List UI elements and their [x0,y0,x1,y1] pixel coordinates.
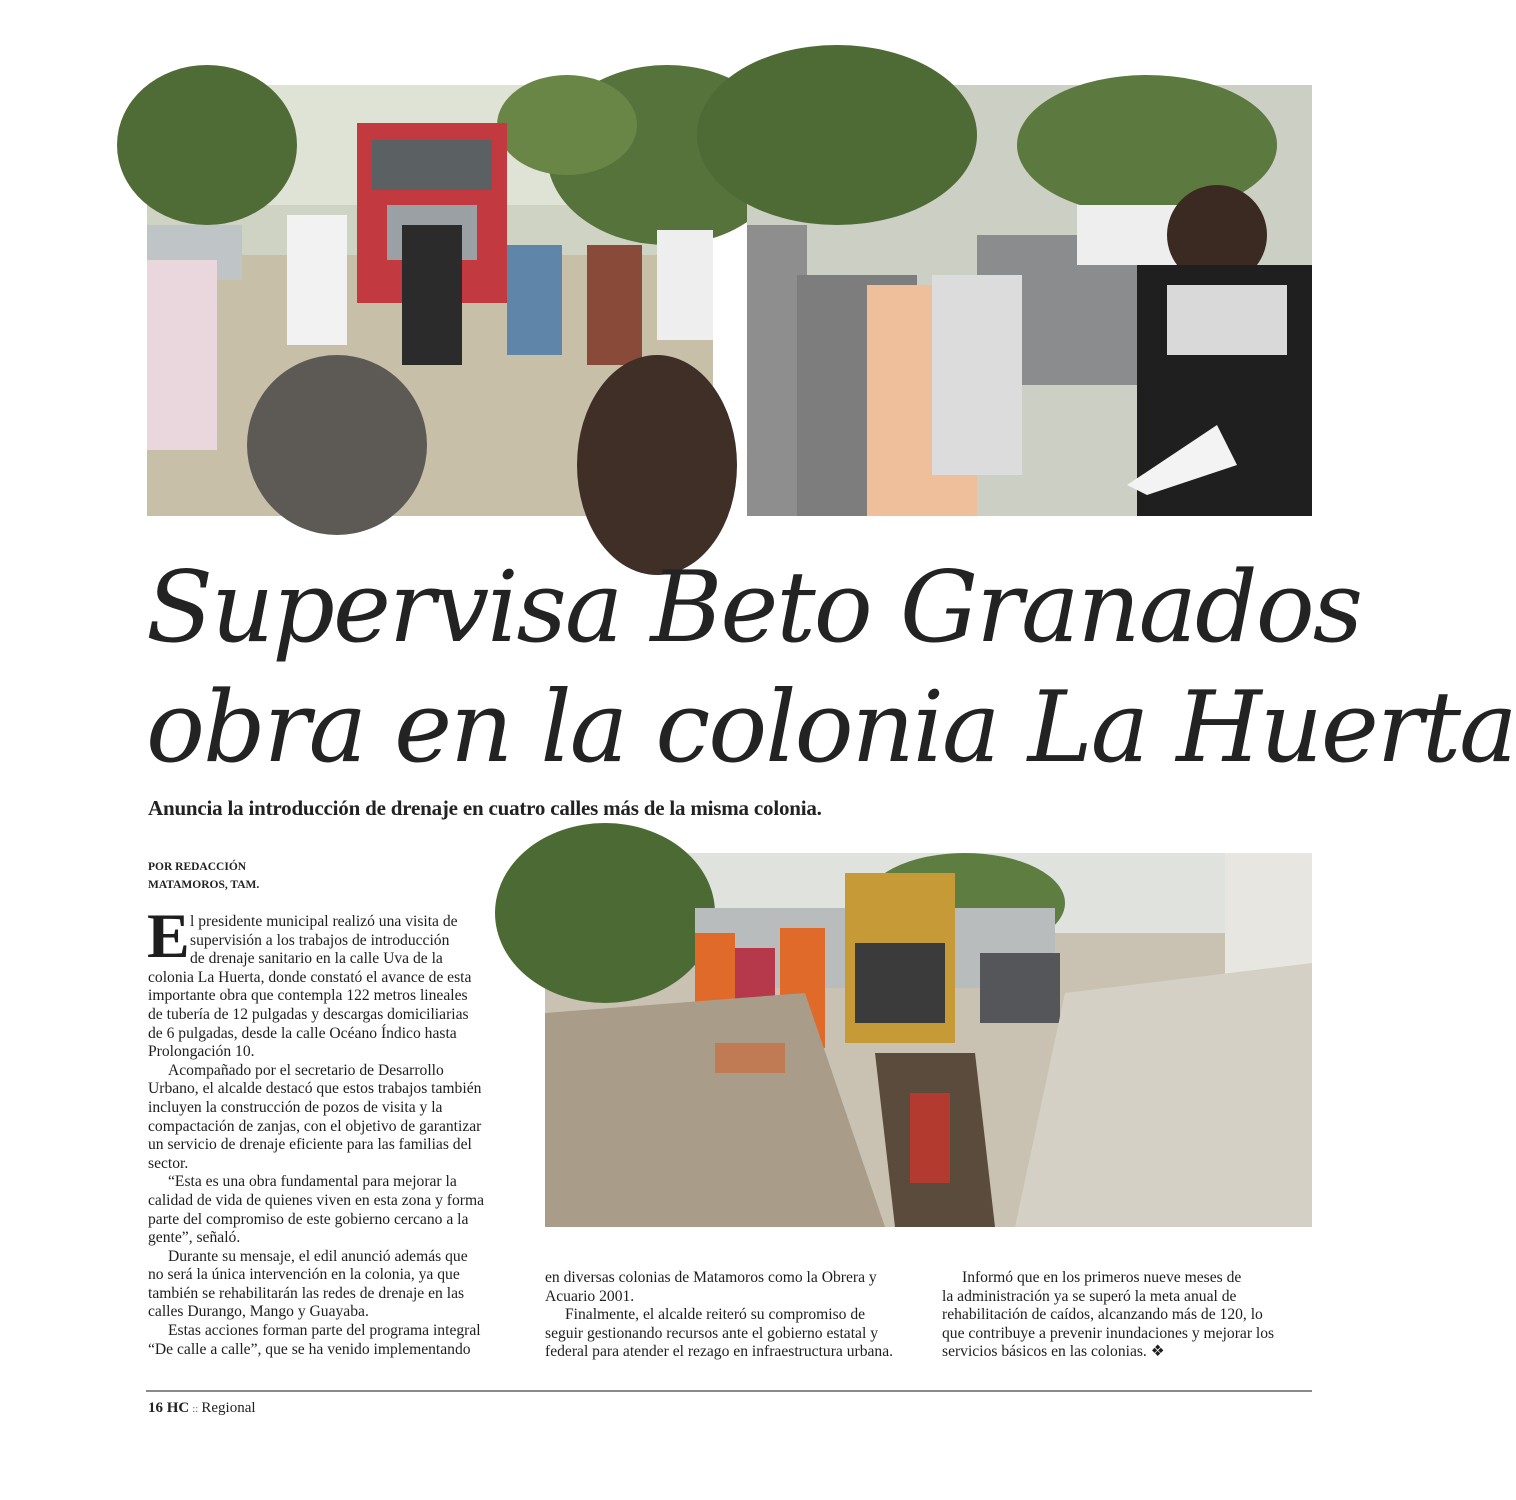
body-line: servicios básicos en las colonias. ❖ [942,1343,1165,1361]
byline-dateline: MATAMOROS, TAM. [148,879,260,891]
publication-name: HC [166,1400,190,1416]
subheadline: Anuncia la introducción de drenaje en cuatro calles más de la misma colonia. [148,796,822,820]
body-line: Durante su mensaje, el edil anunció además que [168,1247,468,1265]
body-line: compactación de zanjas, con el objetivo de garantizar [148,1117,482,1135]
body-line: calidad de vida de quienes viven en esta zona y forma [148,1191,484,1209]
body-line: que contribuye a prevenir inundaciones y mejorar los [942,1324,1275,1342]
body-column-3 [942,1269,1274,1362]
body-line: Prolongación 10. [148,1043,255,1061]
body-line: Urbano, el alcalde destacó que estos trabajos también [148,1080,482,1098]
body-line: importante obra que contempla 122 metros lineales [148,987,468,1005]
body-line: calles Durango, Mango y Guayaba. [148,1303,369,1321]
photo-excavation [545,853,1312,1227]
body-line: federal para atender el rezago en infraestructura urbana. [545,1343,894,1361]
photo-handshake [747,85,1312,516]
body-line: en diversas colonias de Matamoros como la Obrera y [545,1269,877,1286]
body-line: “Esta es una obra fundamental para mejorar la [168,1173,457,1191]
body-line: gente”, señaló. [148,1229,241,1247]
headline-line-2: obra en la colonia La Huerta [146,671,1516,785]
body-line: sector. [148,1154,189,1172]
section-name: Regional [201,1400,256,1416]
body-line: seguir gestionando recursos ante el gobierno estatal y [545,1324,878,1342]
page-number: 16 [148,1400,163,1416]
footer-separator: :: [192,1403,199,1415]
body-line: Acuario 2001. [545,1287,635,1305]
photo-street-truck [147,85,713,516]
body-line: también se rehabilitarán las redes de drenaje en las [148,1284,465,1302]
body-line: un servicio de drenaje eficiente para las familias del [148,1136,472,1154]
body-column-2 [545,1269,893,1362]
headline [146,548,1516,788]
byline [148,858,259,894]
body-line: Finalmente, el alcalde reiteró su compromiso de [565,1306,866,1324]
drop-cap: E [147,900,190,971]
body-line: no será la única intervención en la colonia, ya que [148,1266,460,1284]
body-line: colonia La Huerta, donde constató el avance de esta [148,968,472,986]
body-line: Informó que en los primeros nueve meses de [962,1269,1242,1286]
page-footer [148,1400,256,1417]
body-line: de 6 pulgadas, desde la calle Océano Índico hasta [148,1024,457,1042]
body-line: incluyen la construcción de pozos de visita y la [148,1098,443,1116]
body-line: la administración ya se superó la meta anual de [942,1287,1237,1305]
body-line: “De calle a calle”, que se ha venido implementando [148,1340,471,1358]
headline-line-1: Supervisa Beto Granados [146,551,1362,665]
footer-rule [146,1390,1312,1392]
body-line: parte del compromiso de este gobierno cercano a la [148,1210,469,1228]
body-line: de tubería de 12 pulgadas y descargas domiciliarias [148,1005,469,1023]
body-line: Estas acciones forman parte del programa integral [168,1322,481,1340]
body-line: de drenaje sanitario en la calle Uva de la [190,950,443,968]
body-line: l presidente municipal realizó una visita de [190,913,458,930]
body-line: Acompañado por el secretario de Desarrollo [168,1061,444,1079]
body-column-1 [148,913,484,1359]
body-line: rehabilitación de caídos, alcanzando más de 120, lo [942,1306,1263,1324]
body-line: supervisión a los trabajos de introducción [190,931,450,949]
byline-author: POR REDACCIÓN [148,861,247,873]
